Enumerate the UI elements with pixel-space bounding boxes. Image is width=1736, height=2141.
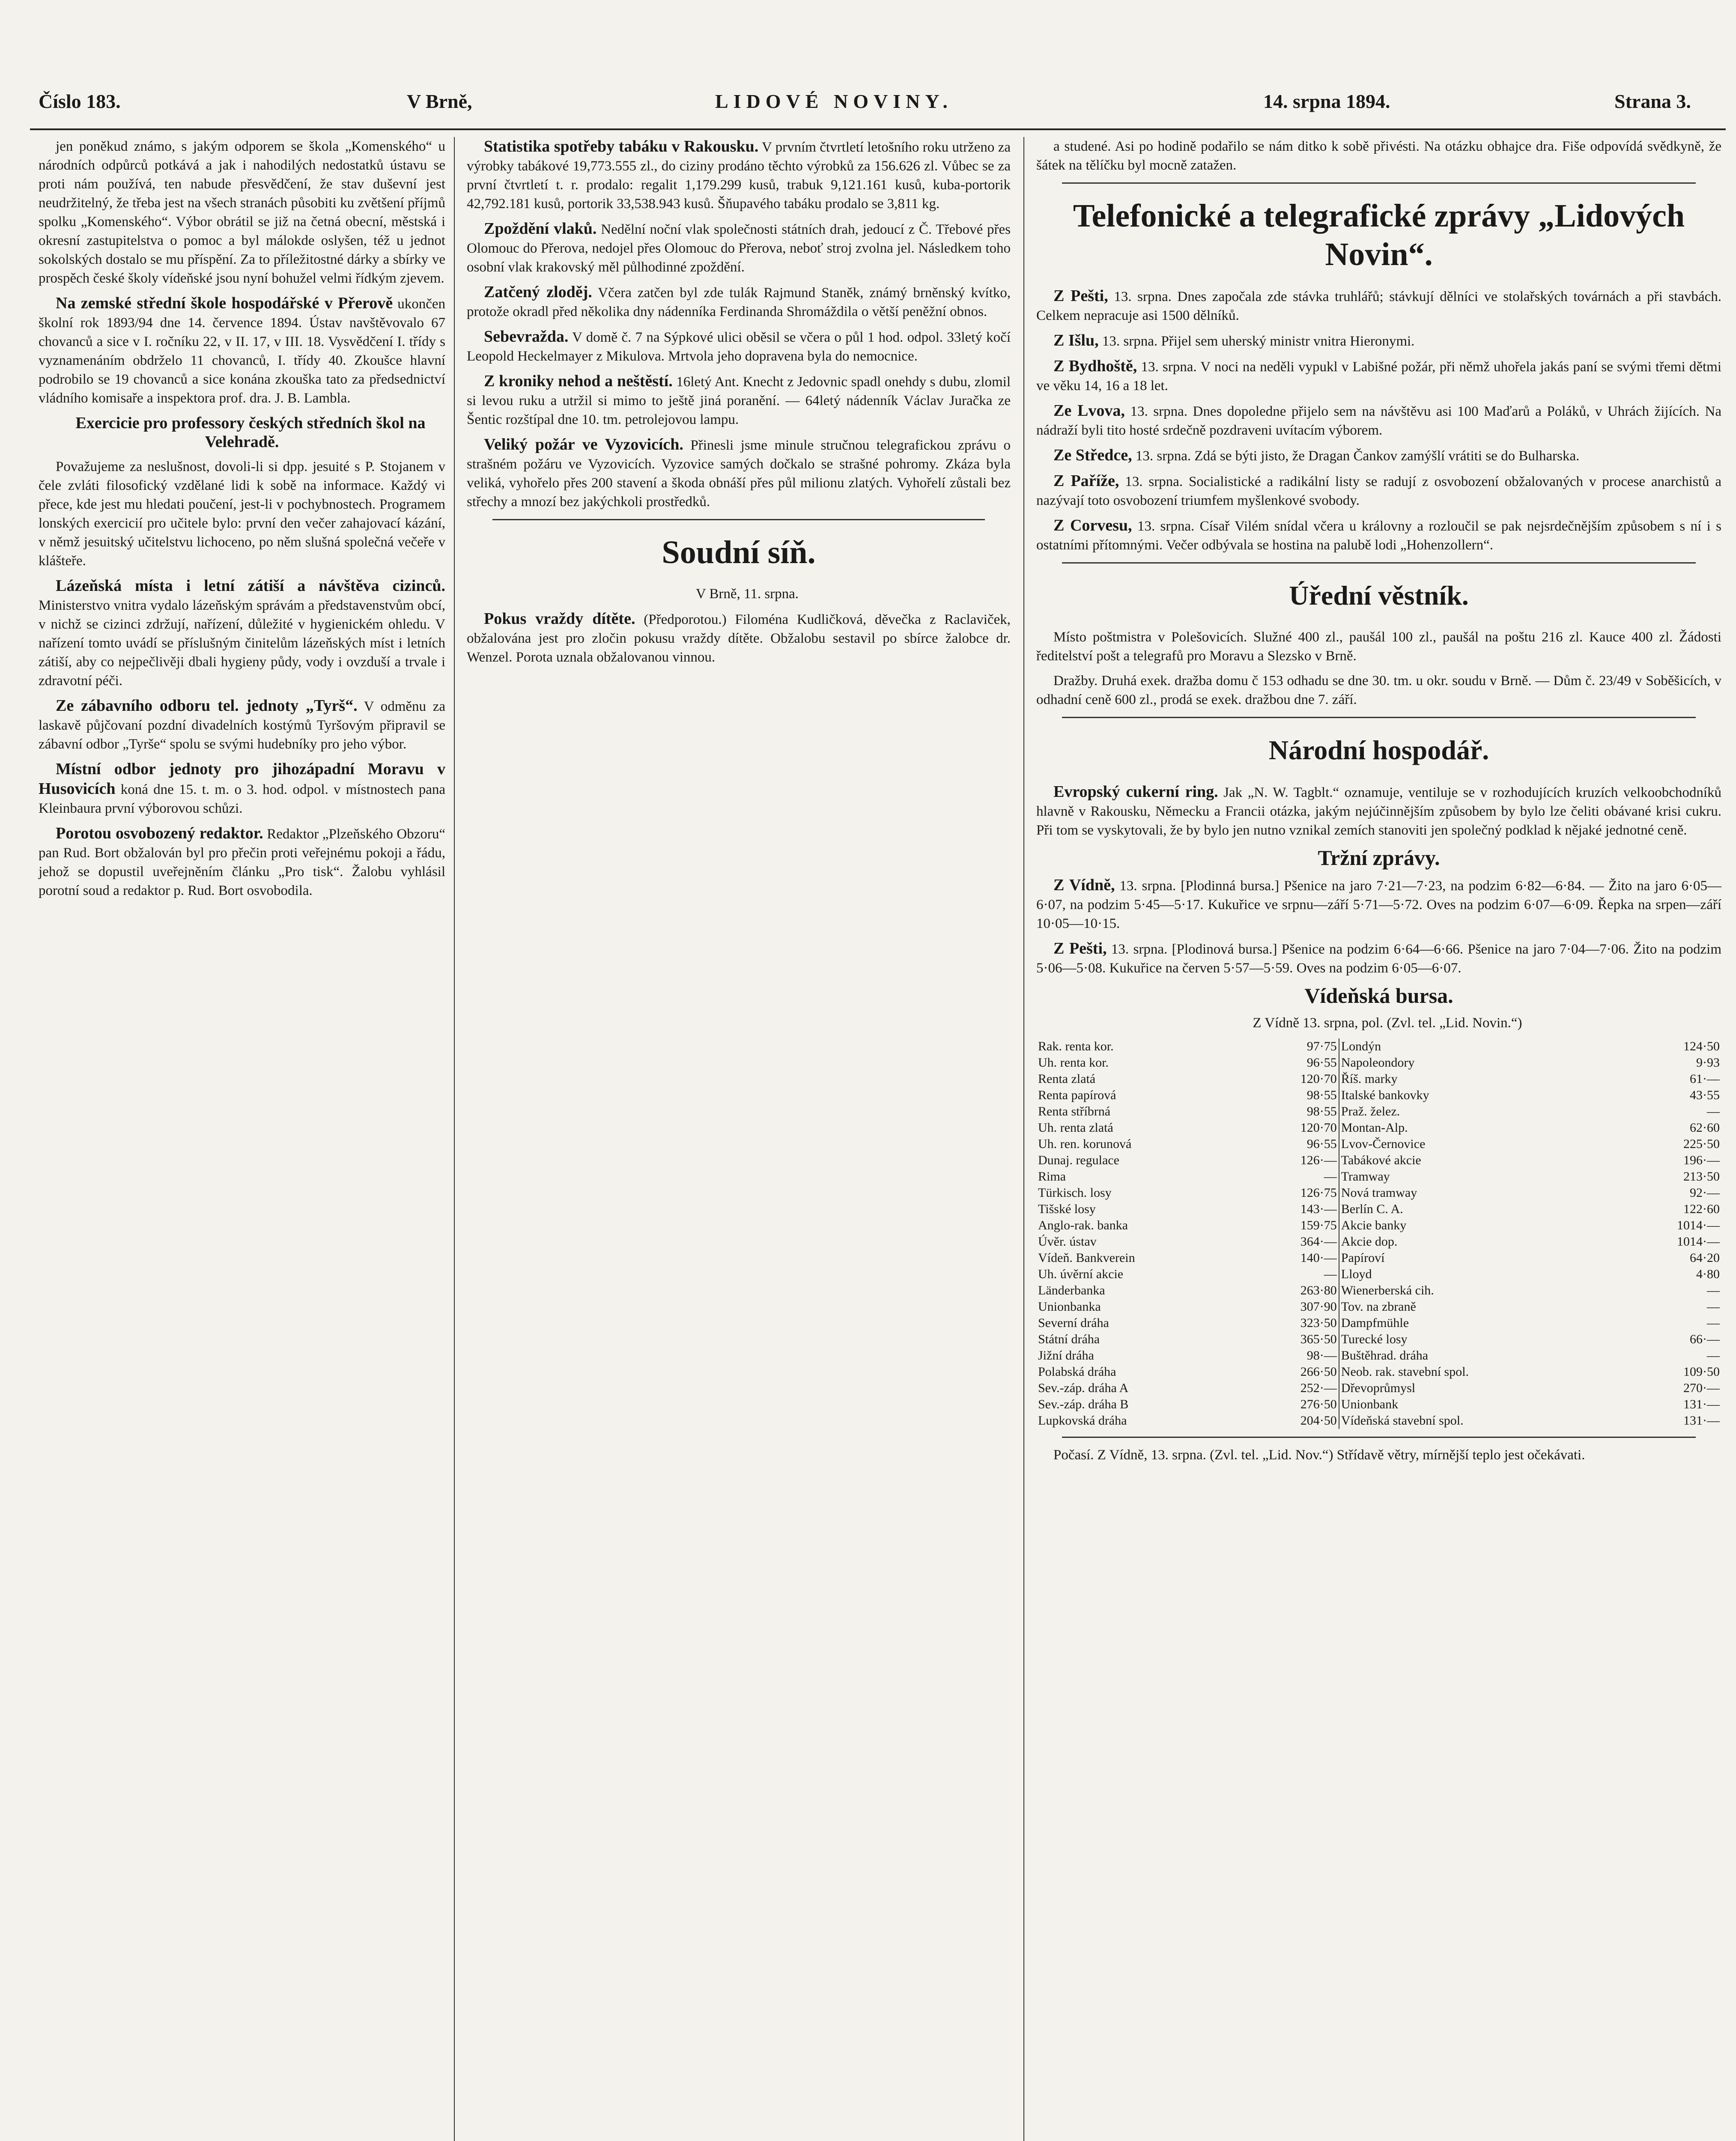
table-row xyxy=(1036,1055,1721,1071)
column-divider xyxy=(1023,137,1024,2141)
column-middle xyxy=(467,137,1011,673)
security-name: Lupkovská dráha xyxy=(1038,1413,1127,1428)
security-price: — xyxy=(1707,1283,1720,1297)
security-name: Montan-Alp. xyxy=(1339,1120,1622,1136)
security-name: Unionbank xyxy=(1339,1396,1622,1413)
security-price: 1014·— xyxy=(1677,1218,1720,1232)
article-headline: Sebevražda. xyxy=(484,328,569,346)
article-text: Přinesli jsme minule stručnou telegrafickou zprávu o strašném požáru ve Vyzovicích. Vyzovice samých dočkalo se strašné pohromy. Zkáza byla veliká, vyhořelo přes 200 stavení a škoda obnáší přes půl milionu zlatých. Vyhořelí zůstali bez střechy a mnozí bez jakýchkoli prostředků. xyxy=(467,438,1011,510)
table-row xyxy=(1036,1315,1721,1331)
security-name: Uh. renta kor. xyxy=(1038,1056,1109,1070)
security-price: 98·55 xyxy=(1306,1088,1337,1102)
telegram-text: 13. srpna. Socialistické a radikální listy se radují z osvobození obžalovaných v procese anarchistů a nazývají toto osvobození triumfem myšlenkové svobody. xyxy=(1036,474,1722,508)
telegram-text: 13. srpna. Přijel sem uherský ministr vnitra Hieronymi. xyxy=(1102,334,1415,349)
security-price: 61·— xyxy=(1690,1072,1720,1086)
article-text: a studené. Asi po hodině podařilo se nám ditko k sobě přivésti. Na otázku obhajce dra. Fiše odpovídá svědkyně, že šátek na tělíčku byl mocně zatažen. xyxy=(1036,139,1721,173)
security-name: Berlín C. A. xyxy=(1339,1201,1622,1217)
telegram-text: 13. srpna. Císař Vilém snídal včera u královny a rozloučil se pak nejsrdečnějším způsobem s ní i s ostatními přítomnými. Večer odbývala se hostina na palubě lodi „Hohenzollern“. xyxy=(1036,519,1722,553)
table-row xyxy=(1036,1282,1721,1299)
security-price: 98·55 xyxy=(1306,1104,1337,1118)
header-city: V Brně, xyxy=(407,90,472,112)
security-name: Severní dráha xyxy=(1038,1316,1109,1330)
security-price: 96·55 xyxy=(1306,1056,1337,1070)
security-price: 365·50 xyxy=(1300,1332,1337,1346)
security-name: Tišské losy xyxy=(1038,1202,1096,1216)
page-header xyxy=(30,90,1726,128)
dateline-place: Z Išlu, xyxy=(1053,331,1099,349)
security-name: Jižní dráha xyxy=(1038,1348,1094,1363)
security-name: Renta stříbrná xyxy=(1038,1104,1111,1118)
security-price: 126·— xyxy=(1300,1153,1337,1167)
bursa-heading: Z Vídně 13. srpna, pol. (Zvl. tel. „Lid. Novin.“) xyxy=(1253,1015,1522,1031)
security-price: 1014·— xyxy=(1677,1235,1720,1249)
section-rule xyxy=(492,519,985,520)
security-price: 96·55 xyxy=(1306,1137,1337,1151)
market-text: 13. srpna. [Plodinová bursa.] Pšenice na podzim 6·64—6·66. Pšenice na jaro 7·04—7·06. Žito na podzim 5·06—5·08. Kukuřice na červen 5·57—5·59. Oves na podzim 6·05—6·07. xyxy=(1036,942,1722,976)
security-name: Turecké losy xyxy=(1339,1331,1622,1348)
section-title: Úřední věstník. xyxy=(1289,580,1469,611)
article-headline: Zatčený zloděj. xyxy=(484,283,592,301)
dateline-place: Ze Lvova, xyxy=(1053,402,1125,420)
table-row xyxy=(1036,1071,1721,1087)
security-name: Lloyd xyxy=(1339,1266,1622,1282)
security-name: Sev.-záp. dráha A xyxy=(1038,1381,1129,1395)
security-price: 140·— xyxy=(1300,1251,1337,1265)
table-row xyxy=(1036,1185,1721,1201)
dateline: V Brně, 11. srpna. xyxy=(695,586,799,602)
security-price: 62·60 xyxy=(1690,1121,1720,1135)
security-name: Uh. renta zlatá xyxy=(1038,1121,1113,1135)
dateline-place: Z Vídně, xyxy=(1053,876,1115,894)
security-name: Sev.-záp. dráha B xyxy=(1038,1397,1129,1411)
table-row xyxy=(1036,1266,1721,1282)
security-price: 92·— xyxy=(1690,1186,1720,1200)
security-price: 213·50 xyxy=(1683,1169,1720,1184)
table-row xyxy=(1036,1380,1721,1396)
security-price: 122·60 xyxy=(1683,1202,1720,1216)
security-name: Uh. ren. korunová xyxy=(1038,1137,1132,1151)
security-name: Renta zlatá xyxy=(1038,1072,1096,1086)
article-text: V domě č. 7 na Sýpkové ulici oběsil se včera o půl 1 hod. odpol. 33letý kočí Leopold Heckelmayer z Mikulova. Mrtvola jeho dopravena byla do nemocnice. xyxy=(467,330,1011,364)
table-row xyxy=(1036,1201,1721,1217)
security-name: Wienerberská cih. xyxy=(1339,1282,1622,1299)
security-price: 109·50 xyxy=(1683,1365,1720,1379)
telegram-text: 13. srpna. Zdá se býti jisto, že Dragan Čankov zamýšlí vrátiti se do Bulharska. xyxy=(1135,448,1580,464)
security-price: 120·70 xyxy=(1300,1121,1337,1135)
security-name: Akcie banky xyxy=(1339,1217,1622,1234)
security-name: Unionbanka xyxy=(1038,1300,1101,1314)
dateline-place: Z Pešti, xyxy=(1053,287,1108,305)
header-rule xyxy=(30,128,1726,130)
dateline-place: Z Pešti, xyxy=(1053,939,1107,957)
security-price: 266·50 xyxy=(1300,1365,1337,1379)
security-price: — xyxy=(1707,1300,1720,1314)
security-price: — xyxy=(1707,1104,1720,1118)
security-price: 270·— xyxy=(1683,1381,1720,1395)
security-price: 98·— xyxy=(1306,1348,1337,1363)
article-headline: Veliký požár ve Vyzovicích. xyxy=(484,435,683,453)
section-title: Telefonické a telegrafické zprávy „Lidových Novin“. xyxy=(1073,198,1685,272)
table-row xyxy=(1036,1103,1721,1120)
security-price: 307·90 xyxy=(1300,1300,1337,1314)
security-name: Nová tramway xyxy=(1339,1185,1622,1201)
security-price: 4·80 xyxy=(1696,1267,1720,1281)
security-name: Dunaj. regulace xyxy=(1038,1153,1119,1167)
column-divider xyxy=(454,137,455,2141)
table-row xyxy=(1036,1348,1721,1364)
security-price: — xyxy=(1707,1316,1720,1330)
article-text: V prvním čtvrtletí letošního roku utrženo za výrobky tabákové 19,773.555 zl., do ciziny prodáno těchto výrobků za 156.626 zl. Vůbec se za první čtvrtletí t. r. prodalo: regalit 1,179.299 kusů, trabuk 9,121.161 kusů, kuba-portorik 42,792.181 kusů, portorik 33,538.943 kusů. Šňupavého tabáku prodalo se 3,811 kg. xyxy=(467,140,1011,212)
security-price: 131·— xyxy=(1683,1413,1720,1428)
security-price: 120·70 xyxy=(1300,1072,1337,1086)
security-name: Dřevoprůmysl xyxy=(1339,1380,1622,1396)
security-price: — xyxy=(1324,1267,1337,1281)
article-text: Ministerstvo vnitra vydalo lázeňským správám a představenstvům obcí, v nichž se cizinci zdržují, nařízení, důležité v hygienickém ohledu. V nařízení tomto uvádí se příslušným činitelům lázeňských míst i letních zátiší, aby co nejpečlivěji dbali hygieny půdy, vody i ovzduší a trvale i zdravotní péči. xyxy=(39,598,445,689)
section-title: Vídeňská bursa. xyxy=(1304,984,1453,1008)
table-row xyxy=(1036,1169,1721,1185)
security-name: Türkisch. losy xyxy=(1038,1186,1112,1200)
security-price: 225·50 xyxy=(1683,1137,1720,1151)
security-name: Buštěhrad. dráha xyxy=(1339,1348,1622,1364)
security-name: Státní dráha xyxy=(1038,1332,1100,1346)
section-rule xyxy=(1062,182,1696,184)
security-price: 9·93 xyxy=(1696,1056,1720,1070)
security-price: 323·50 xyxy=(1300,1316,1337,1330)
section-title: Soudní síň. xyxy=(662,534,816,570)
article-text: koná dne 15. t. m. o 3. hod. odpol. v místnostech pana Kleinbaura první výborovou schůzi. xyxy=(39,782,446,816)
article-text: Redaktor „Plzeňského Obzoru“ pan Rud. Bort obžalován byl pro přečin proti veřejnému pokoji a řádu, jehož se dopustil uveřejněním článku „Pro tisk“. Žalobu vyhlásil porotní soud a redaktor p. Rud. Bort osvobodila. xyxy=(39,826,446,898)
security-name: Tramway xyxy=(1339,1169,1622,1185)
notice-text: Místo poštmistra v Polešovicích. Služné 400 zl., paušál 100 zl., paušál na poštu 216 zl. Kauce 400 zl. Žádosti ředitelství pošt a telegrafů pro Moravu a Slezsko v Brně. xyxy=(1036,629,1721,664)
security-name: Praž. želez. xyxy=(1339,1103,1622,1120)
security-name: Papíroví xyxy=(1339,1250,1622,1266)
security-name: Londýn xyxy=(1339,1038,1622,1055)
article-headline: Místní odbor jednoty pro jihozápadní Moravu v Husovicích xyxy=(39,760,445,798)
table-row xyxy=(1036,1136,1721,1152)
security-name: Vídeňská stavební spol. xyxy=(1339,1413,1622,1429)
issue-number: Číslo 183. xyxy=(39,90,121,112)
security-price: 126·75 xyxy=(1300,1186,1337,1200)
notice-text: Dražby. Druhá exek. dražba domu č 153 odhadu se dne 30. tm. u okr. soudu v Brně. — Dům č. 23/49 v Soběšicích, v odhadní ceně 600 zl., prodá se exek. dražbou dne 7. září. xyxy=(1036,673,1721,707)
security-price: 143·— xyxy=(1300,1202,1337,1216)
article-headline: Na zemské střední škole hospodářské v Přerově xyxy=(56,294,393,312)
table-row xyxy=(1036,1087,1721,1103)
security-price: 43·55 xyxy=(1690,1088,1720,1102)
table-row xyxy=(1036,1217,1721,1234)
article-headline: Lázeňská místa i letní zátiší a návštěva cizinců. xyxy=(56,577,445,595)
dateline-place: Z Corvesu, xyxy=(1053,516,1132,534)
table-row xyxy=(1036,1413,1721,1429)
table-row xyxy=(1036,1396,1721,1413)
article-intro: jen poněkud známo, s jakým odporem se škola „Komenského“ u národních odpůrců potkává a jak i nahodilých nedostatků ústavu se proti nám používá, ten nabude přesvědčení, že stav duševní jest neudržitelný, že třeba jest na všech stranách působiti ku zvětšení příjmů spolku „Komenského“. Výbor obrátil se již na četná obecní, městská i okresní zastupitelstva o pomoc a byl málokde oslyšen, též u jednot sokolských dostalo se mu příspění. Za to příležitostné dárky a sbírky ve prospěch české školy vídeňské jsou nyní bohužel velmi řídkým zjevem. xyxy=(39,139,445,286)
security-name: Anglo-rak. banka xyxy=(1038,1218,1128,1232)
article-text: Jak „N. W. Tagblt.“ oznamuje, ventiluje se v rozhodujících kruzích velkoobchodníků hlavně v Rakousku, Německu a Francii otázka, jakým nejúčinnějším způsobem by bylo lze čeliti obávané krisi cukru. Při tom se vyskytovali, že by bylo jen nutno vznikal zemích stanoviti jen společný podklad k nějaké jednotné ceně. xyxy=(1036,785,1722,838)
header-date: 14. srpna 1894. xyxy=(1263,90,1390,112)
article-headline: Evropský cukerní ring. xyxy=(1053,783,1218,801)
article-text: Považujeme za neslušnost, dovoli-li si dpp. jesuité s P. Stojanem v čele zvláti filosofický vzdělané lidi k sobě na informace. Každý vi přece, kde jest mu hledati poučení, jest-li v pochybnostech. Programem lonských exercicií pro učitele bylo: první den večer zahajovací kázání, v němž jesuitský učitelstvu lichoceno, po něm slušná společná večeře v klášteře. xyxy=(39,459,445,569)
masthead-title: LIDOVÉ NOVINY. xyxy=(715,90,953,112)
section-rule xyxy=(1062,562,1696,564)
security-name: Neob. rak. stavební spol. xyxy=(1339,1364,1622,1380)
security-name: Rak. renta kor. xyxy=(1038,1039,1114,1053)
article-text: 16letý Ant. Knecht z Jedovnic spadl onehdy s dubu, zlomil si levou ruku a utržil si mimo to ještě jiná poranění. — 64letý nádenník Václav Juračka ze Šentic rozštípal dne 10. tm. petrolejovou lampu. xyxy=(467,374,1011,427)
security-name: Vídeň. Bankverein xyxy=(1038,1251,1135,1265)
section-rule xyxy=(1062,1437,1696,1438)
security-name: Tov. na zbraně xyxy=(1339,1299,1622,1315)
security-price: 66·— xyxy=(1690,1332,1720,1346)
security-price: — xyxy=(1707,1348,1720,1363)
table-row xyxy=(1036,1250,1721,1266)
table-row xyxy=(1036,1299,1721,1315)
security-price: 97·75 xyxy=(1306,1039,1337,1053)
article-text: Včera zatčen byl zde tulák Rajmund Staněk, známý brněnský kvítko, protože okradl před několika dny nádenníka Ferdinanda Shromáždila o větší peněžní obnos. xyxy=(467,285,1011,319)
dateline-place: Z Paříže, xyxy=(1053,472,1119,490)
security-name: Akcie dop. xyxy=(1339,1234,1622,1250)
security-name: Uh. úvěrní akcie xyxy=(1038,1267,1124,1281)
section-title: Tržní zprávy. xyxy=(1318,846,1440,870)
telegram-text: 13. srpna. V noci na neděli vypukl v Labišné požár, při němž uhořela jakás paní se svými třemi dětmi ve věku 14, 16 a 18 let. xyxy=(1036,359,1721,394)
table-row xyxy=(1036,1234,1721,1250)
page-number: Strana 3. xyxy=(1614,90,1691,112)
article-headline: Pokus vraždy dítěte. xyxy=(484,610,635,628)
security-price: 276·50 xyxy=(1300,1397,1337,1411)
security-name: Říš. marky xyxy=(1339,1071,1622,1087)
article-text: Nedělní noční vlak společnosti státních drah, jedoucí z Č. Třebové přes Olomouc do Přerova, nedojel přes Olomouc do Přerova, neboť stroj zvolna jel. Následkem toho osobní vlak krakovský měl půlhodinné zpoždění. xyxy=(467,222,1011,275)
security-name: Polabská dráha xyxy=(1038,1365,1116,1379)
column-left xyxy=(39,137,445,906)
market-text: 13. srpna. [Plodinná bursa.] Pšenice na jaro 7·21—7·23, na podzim 6·82—6·84. — Žito na jaro 6·05—6·07, na podzim 5·45—5·17. Kukuřice ve srpnu—září 5·71—5·72. Oves na podzim 6·07—6·09. Řepka na srpen—září 10·05—10·15. xyxy=(1036,878,1721,931)
table-row xyxy=(1036,1038,1721,1055)
security-name: Napoleondory xyxy=(1339,1055,1622,1071)
article-headline: Z kroniky nehod a neštěstí. xyxy=(484,372,673,390)
dateline-place: Z Bydhoště, xyxy=(1053,357,1137,375)
table-row xyxy=(1036,1331,1721,1348)
dateline-place: Ze Středce, xyxy=(1053,446,1132,464)
security-price: 131·— xyxy=(1683,1397,1720,1411)
security-price: 364·— xyxy=(1300,1235,1337,1249)
column-right xyxy=(1036,137,1721,1470)
article-headline: Zpoždění vlaků. xyxy=(484,220,597,238)
security-price: — xyxy=(1324,1169,1337,1184)
security-price: 252·— xyxy=(1300,1381,1337,1395)
table-row xyxy=(1036,1152,1721,1169)
article-text: ukončen školní rok 1893/94 dne 14. července 1894. Ústav navštěvovalo 67 chovanců a sice v I. ročníku 22, v II. 17, v III. 18. Vysvědčení I. třídy s vyznamenáním obdrželo 11 chovanců, I. třídy 40. Zkoušce hlavní podrobilo se 19 chovanců a sice konána zkouška tato za předsednictví vládního komisaře a inspektora prof. dra. J. B. Lambla. xyxy=(39,296,446,406)
security-name: Rima xyxy=(1038,1169,1066,1184)
security-price: 204·50 xyxy=(1300,1413,1337,1428)
security-price: 196·— xyxy=(1683,1153,1720,1167)
security-name: Úvěr. ústav xyxy=(1038,1235,1097,1249)
weather-report: Počasí. Z Vídně, 13. srpna. (Zvl. tel. „Lid. Nov.“) Střídavě větry, mírnější teplo jest očekávati. xyxy=(1053,1447,1585,1463)
article-text: (Předporotou.) Filoména Kudličková, děvečka z Raclaviček, obžalována jest pro zločin pokusu vraždy dítěte. Obžalobu sestavil po sbírce žalobce dr. Wenzel. Porota uznala obžalovanou vinnou. xyxy=(467,612,1011,665)
article-text: V odměnu za laskavě půjčovaní pozdní divadelních kostýmů Tyršovým připravil se zábavní odbor „Tyrše“ spolu se svými hudebníky pro jeho výbor. xyxy=(39,699,445,752)
article-headline: Statistika spotřeby tabáku v Rakousku. xyxy=(484,137,759,155)
security-name: Länderbanka xyxy=(1038,1283,1105,1297)
article-headline: Porotou osvobozený redaktor. xyxy=(56,824,263,842)
article-headline: Exercicie pro professory českých středních škol na Velehradě. xyxy=(75,414,426,451)
table-row xyxy=(1036,1364,1721,1380)
telegram-text: 13. srpna. Dnes započala zde stávka truhlářů; stávkují dělníci ve stolařských továrnách a při stavbách. Celkem nepracuje asi 1500 dělníků. xyxy=(1036,289,1721,323)
security-price: 263·80 xyxy=(1300,1283,1337,1297)
security-name: Dampfmühle xyxy=(1339,1315,1622,1331)
table-row xyxy=(1036,1120,1721,1136)
section-rule xyxy=(1062,717,1696,718)
security-name: Renta papírová xyxy=(1038,1088,1116,1102)
security-name: Lvov-Černovice xyxy=(1339,1136,1622,1152)
security-price: 64·20 xyxy=(1690,1251,1720,1265)
security-price: 124·50 xyxy=(1683,1039,1720,1053)
telegram-text: 13. srpna. Dnes dopoledne přijelo sem na návštěvu asi 100 Maďarů a Poláků, v Uhrách žijících. Na nádraží byli tito hosté srdečně pozdraveni uvítacím výborem. xyxy=(1036,404,1722,438)
stock-table xyxy=(1036,1038,1721,1429)
security-name: Tabákové akcie xyxy=(1339,1152,1622,1169)
security-name: Italské bankovky xyxy=(1339,1087,1622,1103)
security-price: 159·75 xyxy=(1300,1218,1337,1232)
article-headline: Ze zábavního odboru tel. jednoty „Tyrš“. xyxy=(56,697,358,715)
newspaper-page xyxy=(30,0,1726,2141)
section-title: Národní hospodář. xyxy=(1268,735,1489,765)
